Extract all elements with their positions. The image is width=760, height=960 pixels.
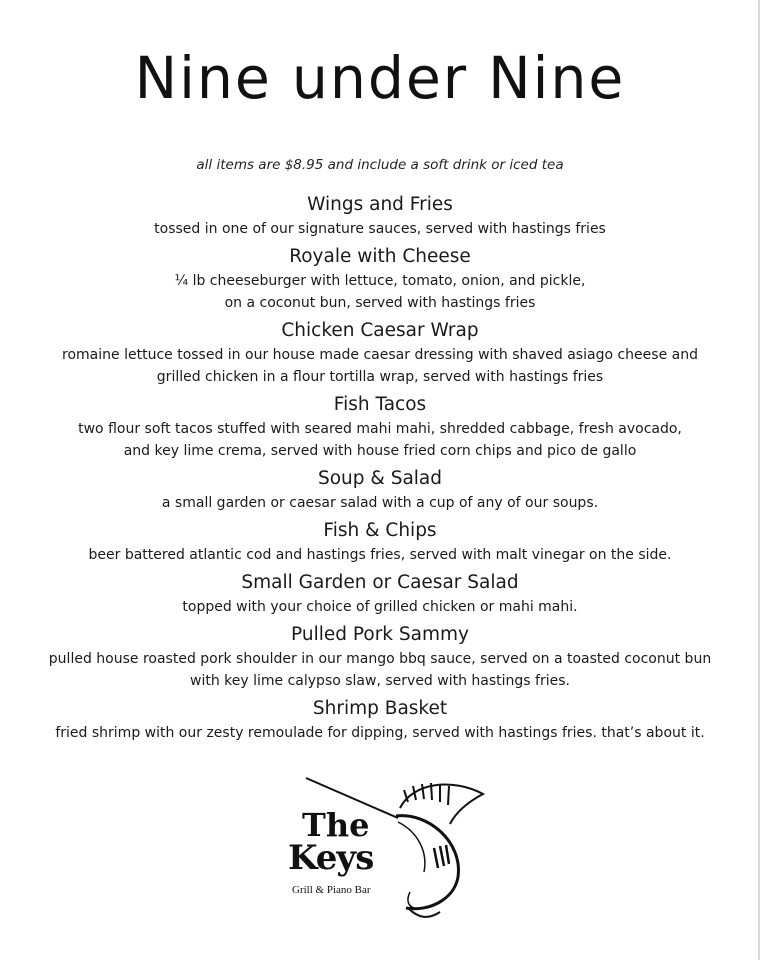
item-description: pulled house roasted pork shoulder in our mango bbq sauce, served on a toasted coconut bun (48, 651, 712, 667)
menu-item (0, 466, 760, 514)
item-name: Wings and Fries (307, 194, 453, 215)
logo-keys: Keys (288, 838, 374, 878)
menu-item (0, 570, 760, 618)
item-description: topped with your choice of grilled chicken or mahi mahi. (182, 599, 578, 615)
menu-items (0, 188, 760, 744)
logo-tagline: Grill & Piano Bar (292, 884, 371, 896)
item-description: grilled chicken in a flour tortilla wrap, served with hastings fries (156, 369, 604, 385)
item-description: romaine lettuce tossed in our house made caesar dressing with shaved asiago cheese and (62, 347, 698, 363)
menu-item (0, 696, 760, 744)
item-name: Small Garden or Caesar Salad (241, 572, 519, 593)
the-keys-logo (278, 772, 488, 922)
menu-item (0, 622, 760, 692)
item-name: Pulled Pork Sammy (291, 624, 469, 645)
menu-item (0, 318, 760, 388)
logo-the: The (302, 806, 370, 844)
item-description: a small garden or caesar salad with a cup of any of our soups. (161, 495, 599, 511)
item-description: tossed in one of our signature sauces, served with hastings fries (154, 221, 606, 237)
menu-item (0, 392, 760, 462)
item-name: Royale with Cheese (289, 246, 471, 267)
item-description: ¼ lb cheeseburger with lettuce, tomato, onion, and pickle, (174, 273, 586, 289)
item-name: Soup & Salad (317, 468, 443, 489)
item-description: on a coconut bun, served with hastings fries (224, 295, 536, 311)
item-description: fried shrimp with our zesty remoulade for dipping, served with hastings fries. that’s about it. (55, 725, 705, 741)
item-name: Fish Tacos (333, 394, 427, 415)
item-description: with key lime calypso slaw, served with hastings fries. (190, 673, 570, 689)
item-description: and key lime crema, served with house fried corn chips and pico de gallo (123, 443, 637, 459)
menu-subtitle: all items are $8.95 and include a soft drink or iced tea (196, 157, 564, 173)
item-description: beer battered atlantic cod and hastings fries, served with malt vinegar on the side. (88, 547, 672, 563)
menu-item (0, 518, 760, 566)
menu-title: Nine under Nine (134, 44, 626, 112)
menu-item (0, 244, 760, 314)
item-name: Fish & Chips (323, 520, 437, 541)
menu-item (0, 192, 760, 240)
item-name: Chicken Caesar Wrap (281, 320, 479, 341)
item-description: two flour soft tacos stuffed with seared mahi mahi, shredded cabbage, fresh avocado, (78, 421, 682, 437)
item-name: Shrimp Basket (312, 698, 448, 719)
